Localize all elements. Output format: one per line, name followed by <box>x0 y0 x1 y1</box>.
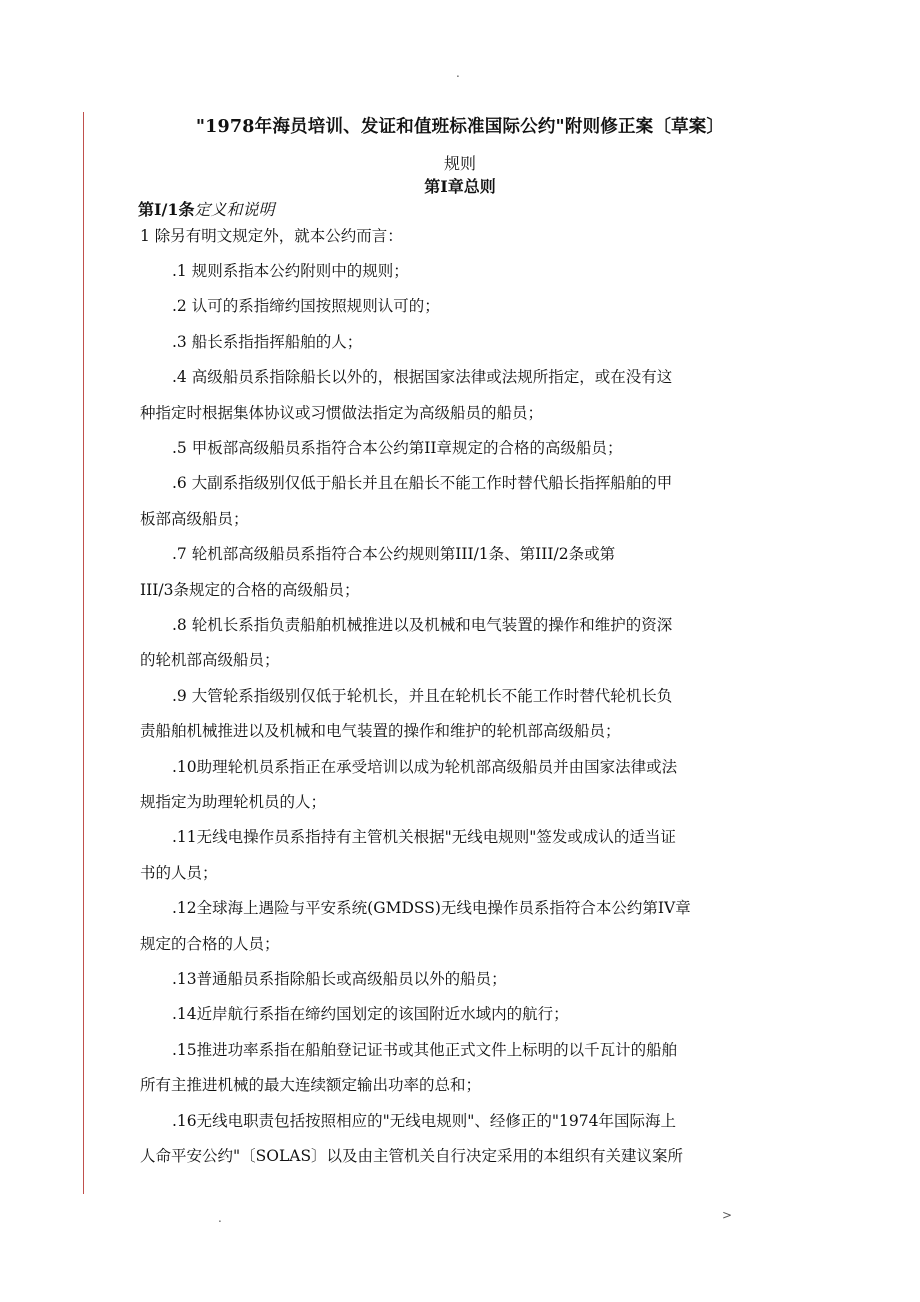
page-dot-top: . <box>456 66 460 80</box>
definition-line: .5 甲板部高级船员系指符合本公约第II章规定的合格的高级船员； <box>172 439 623 457</box>
definition-line: 书的人员； <box>140 864 218 882</box>
definition-line: 责船舶机械推进以及机械和电气装置的操作和维护的轮机部高级船员； <box>140 722 621 740</box>
definition-line: 种指定时根据集体协议或习惯做法指定为高级船员的船员； <box>140 404 544 422</box>
margin-line <box>83 112 84 1194</box>
definition-line: 板部高级船员； <box>140 510 249 528</box>
article-title: 定义和说明 <box>194 200 275 219</box>
definition-line: .12全球海上遇险与平安系统(GMDSS)无线电操作员系指符合本公约第IV章 <box>172 899 691 917</box>
definition-line: .6 大副系指级别仅低于船长并且在船长不能工作时替代船长指挥船舶的甲 <box>172 474 673 492</box>
definition-line: 规定的合格的人员； <box>140 935 280 953</box>
article-number: 第I/1条 <box>138 200 195 219</box>
definition-line: 所有主推进机械的最大连续额定输出功率的总和； <box>140 1076 482 1094</box>
definition-line: .14近岸航行系指在缔约国划定的该国附近水域内的航行； <box>172 1005 569 1023</box>
definition-line: .11无线电操作员系指持有主管机关根据"无线电规则"签发或成认的适当证 <box>172 828 676 846</box>
footer-left-mark: . <box>218 1211 222 1225</box>
footer-right-mark: > <box>722 1208 733 1222</box>
definition-line: 人命平安公约"〔SOLAS〕以及由主管机关自行决定采用的本组织有关建议案所 <box>140 1147 684 1165</box>
definition-line: .16无线电职责包括按照相应的"无线电规则"、经修正的"1974年国际海上 <box>172 1112 676 1130</box>
definition-line: .7 轮机部高级船员系指符合本公约规则第III/1条、第III/2条或第 <box>172 545 616 563</box>
document-title: "1978年海员培训、发证和值班标准国际公约"附则修正案〔草案〕 <box>195 117 725 137</box>
definition-line: 的轮机部高级船员； <box>140 651 280 669</box>
definition-line: .15推进功率系指在船舶登记证书或其他正式文件上标明的以千瓦计的船舶 <box>172 1041 678 1059</box>
definition-line: 规指定为助理轮机员的人； <box>140 793 327 811</box>
definition-line: .1 规则系指本公约附则中的规则； <box>172 262 409 280</box>
article-intro: 1 除另有明文规定外，就本公约而言： <box>140 227 403 245</box>
chapter-title: 第I章总则 <box>424 177 496 196</box>
definition-line: III/3条规定的合格的高级船员； <box>140 581 360 599</box>
definition-line: .10助理轮机员系指正在承受培训以成为轮机部高级船员并由国家法律或法 <box>172 758 678 776</box>
definition-line: .13普通船员系指除船长或高级船员以外的船员； <box>172 970 507 988</box>
definition-line: .2 认可的系指缔约国按照规则认可的； <box>172 297 440 315</box>
definition-line: .8 轮机长系指负责船舶机械推进以及机械和电气装置的操作和维护的资深 <box>172 616 673 634</box>
article-heading <box>138 197 274 220</box>
section-subtitle: 规则 <box>443 154 476 173</box>
definition-line: .9 大管轮系指级别仅低于轮机长，并且在轮机长不能工作时替代轮机长负 <box>172 687 673 705</box>
definition-line: .3 船长系指指挥船舶的人； <box>172 333 363 351</box>
definition-line: .4 高级船员系指除船长以外的，根据国家法律或法规所指定，或在没有这 <box>172 368 673 386</box>
